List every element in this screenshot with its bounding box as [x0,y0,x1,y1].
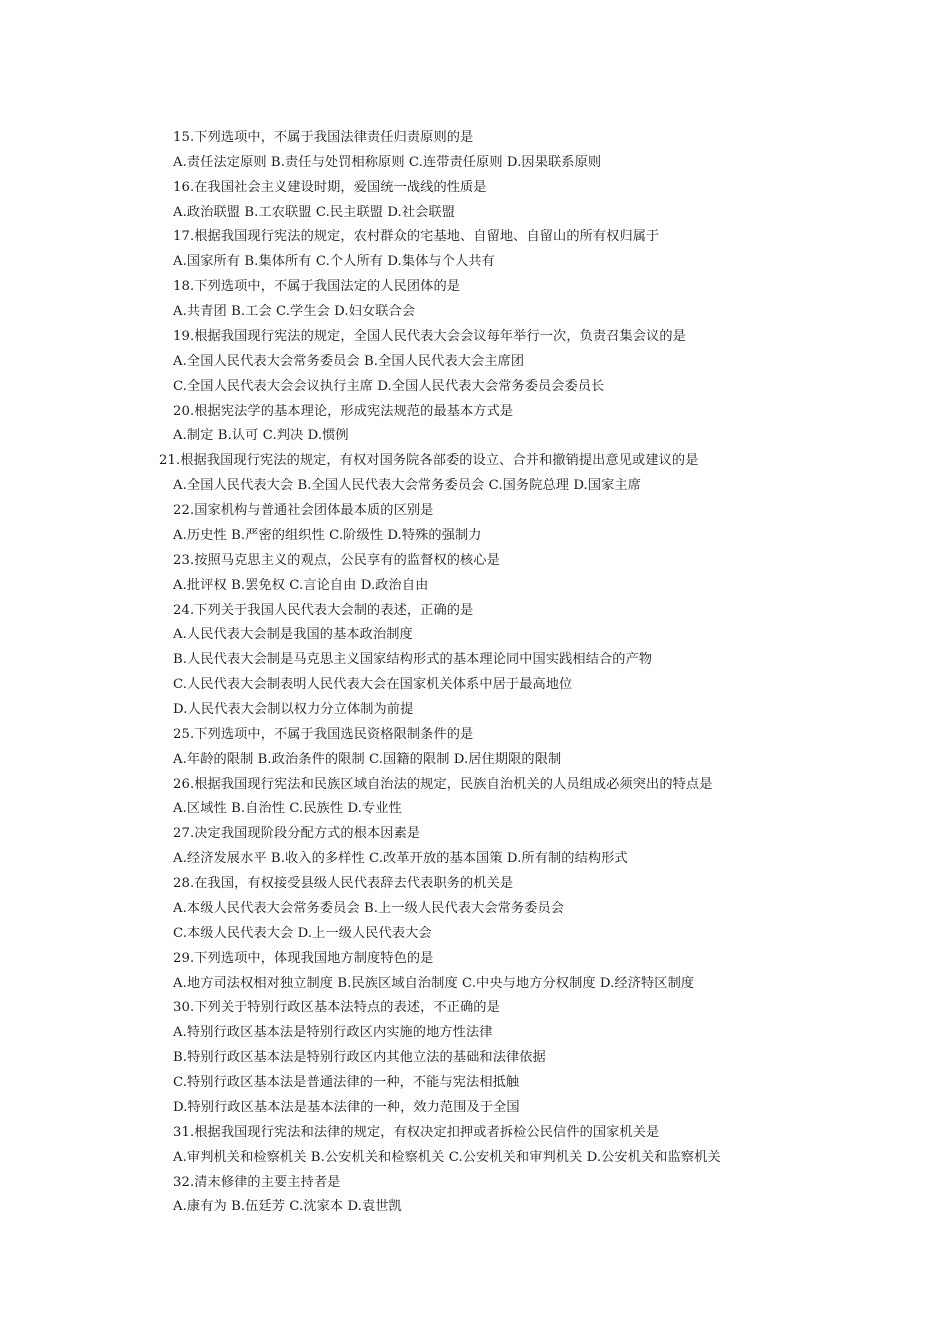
answer-options: D.人民代表大会制以权力分立体制为前提 [173,702,414,717]
answer-options: A.批评权 B.罢免权 C.言论自由 D.政治自由 [173,578,429,593]
answer-options: A.制定 B.认可 C.判决 D.惯例 [173,428,349,443]
question-text: 21.根据我国现行宪法的规定，有权对国务院各部委的设立、合并和撤销提出意见或建议的是 [159,453,699,468]
answer-options: A.区域性 B.自治性 C.民族性 D.专业性 [173,801,402,816]
answer-options: C.人民代表大会制表明人民代表大会在国家机关体系中居于最高地位 [173,677,573,692]
answer-options: A.全国人民代表大会常务委员会 B.全国人民代表大会主席团 [173,354,525,369]
answer-options: A.审判机关和检察机关 B.公安机关和检察机关 C.公安机关和审判机关 D.公安机关和监察机关 [173,1150,721,1165]
question-text: 22.国家机构与普通社会团体最本质的区别是 [173,503,434,518]
answer-options: B.特别行政区基本法是特别行政区内其他立法的基础和法律依据 [173,1050,546,1065]
answer-options: C.全国人民代表大会会议执行主席 D.全国人民代表大会常务委员会委员长 [173,379,605,394]
answer-options: A.经济发展水平 B.收入的多样性 C.改革开放的基本国策 D.所有制的结构形式 [173,851,628,866]
answer-options: C.特别行政区基本法是普通法律的一种，不能与宪法相抵触 [173,1075,520,1090]
question-text: 26.根据我国现行宪法和民族区域自治法的规定，民族自治机关的人员组成必须突出的特点是 [173,777,713,792]
answer-options: A.历史性 B.严密的组织性 C.阶级性 D.特殊的强制力 [173,528,482,543]
question-text: 27.决定我国现阶段分配方式的根本因素是 [173,826,421,841]
question-text: 28.在我国，有权接受县级人民代表辞去代表职务的机关是 [173,876,514,891]
answer-options: D.特别行政区基本法是基本法律的一种，效力范围及于全国 [173,1100,520,1115]
question-text: 17.根据我国现行宪法的规定，农村群众的宅基地、自留地、自留山的所有权归属于 [173,229,660,244]
answer-options: A.年龄的限制 B.政治条件的限制 C.国籍的限制 D.居住期限的限制 [173,752,562,767]
answer-options: A.特别行政区基本法是特别行政区内实施的地方性法律 [173,1025,493,1040]
answer-options: C.本级人民代表大会 D.上一级人民代表大会 [173,926,432,941]
answer-options: A.全国人民代表大会 B.全国人民代表大会常务委员会 C.国务院总理 D.国家主席 [173,478,642,493]
question-text: 20.根据宪法学的基本理论，形成宪法规范的最基本方式是 [173,404,514,419]
question-text: 32.清末修律的主要主持者是 [173,1175,341,1190]
question-text: 19.根据我国现行宪法的规定，全国人民代表大会会议每年举行一次，负责召集会议的是 [173,329,686,344]
answer-options: B.人民代表大会制是马克思主义国家结构形式的基本理论同中国实践相结合的产物 [173,652,653,667]
answer-options: A.国家所有 B.集体所有 C.个人所有 D.集体与个人共有 [173,254,495,269]
answer-options: A.责任法定原则 B.责任与处罚相称原则 C.连带责任原则 D.因果联系原则 [173,155,602,170]
answer-options: A.人民代表大会制是我国的基本政治制度 [173,627,413,642]
question-text: 31.根据我国现行宪法和法律的规定，有权决定扣押或者拆检公民信件的国家机关是 [173,1125,660,1140]
question-text: 23.按照马克思主义的观点，公民享有的监督权的核心是 [173,553,500,568]
answer-options: A.地方司法权相对独立制度 B.民族区域自治制度 C.中央与地方分权制度 D.经济特区制度 [173,976,695,991]
question-text: 25.下列选项中，不属于我国选民资格限制条件的是 [173,727,474,742]
question-text: 15.下列选项中，不属于我国法律责任归责原则的是 [173,130,474,145]
question-text: 29.下列选项中，体现我国地方制度特色的是 [173,951,434,966]
answer-options: A.本级人民代表大会常务委员会 B.上一级人民代表大会常务委员会 [173,901,565,916]
question-text: 18.下列选项中，不属于我国法定的人民团体的是 [173,279,461,294]
answer-options: A.康有为 B.伍廷芳 C.沈家本 D.袁世凯 [173,1199,402,1214]
answer-options: A.共青团 B.工会 C.学生会 D.妇女联合会 [173,304,416,319]
question-text: 16.在我国社会主义建设时期，爱国统一战线的性质是 [173,180,487,195]
answer-options: A.政治联盟 B.工农联盟 C.民主联盟 D.社会联盟 [173,205,455,220]
question-text: 30.下列关于特别行政区基本法特点的表述，不正确的是 [173,1000,500,1015]
question-text: 24.下列关于我国人民代表大会制的表述，正确的是 [173,603,474,618]
